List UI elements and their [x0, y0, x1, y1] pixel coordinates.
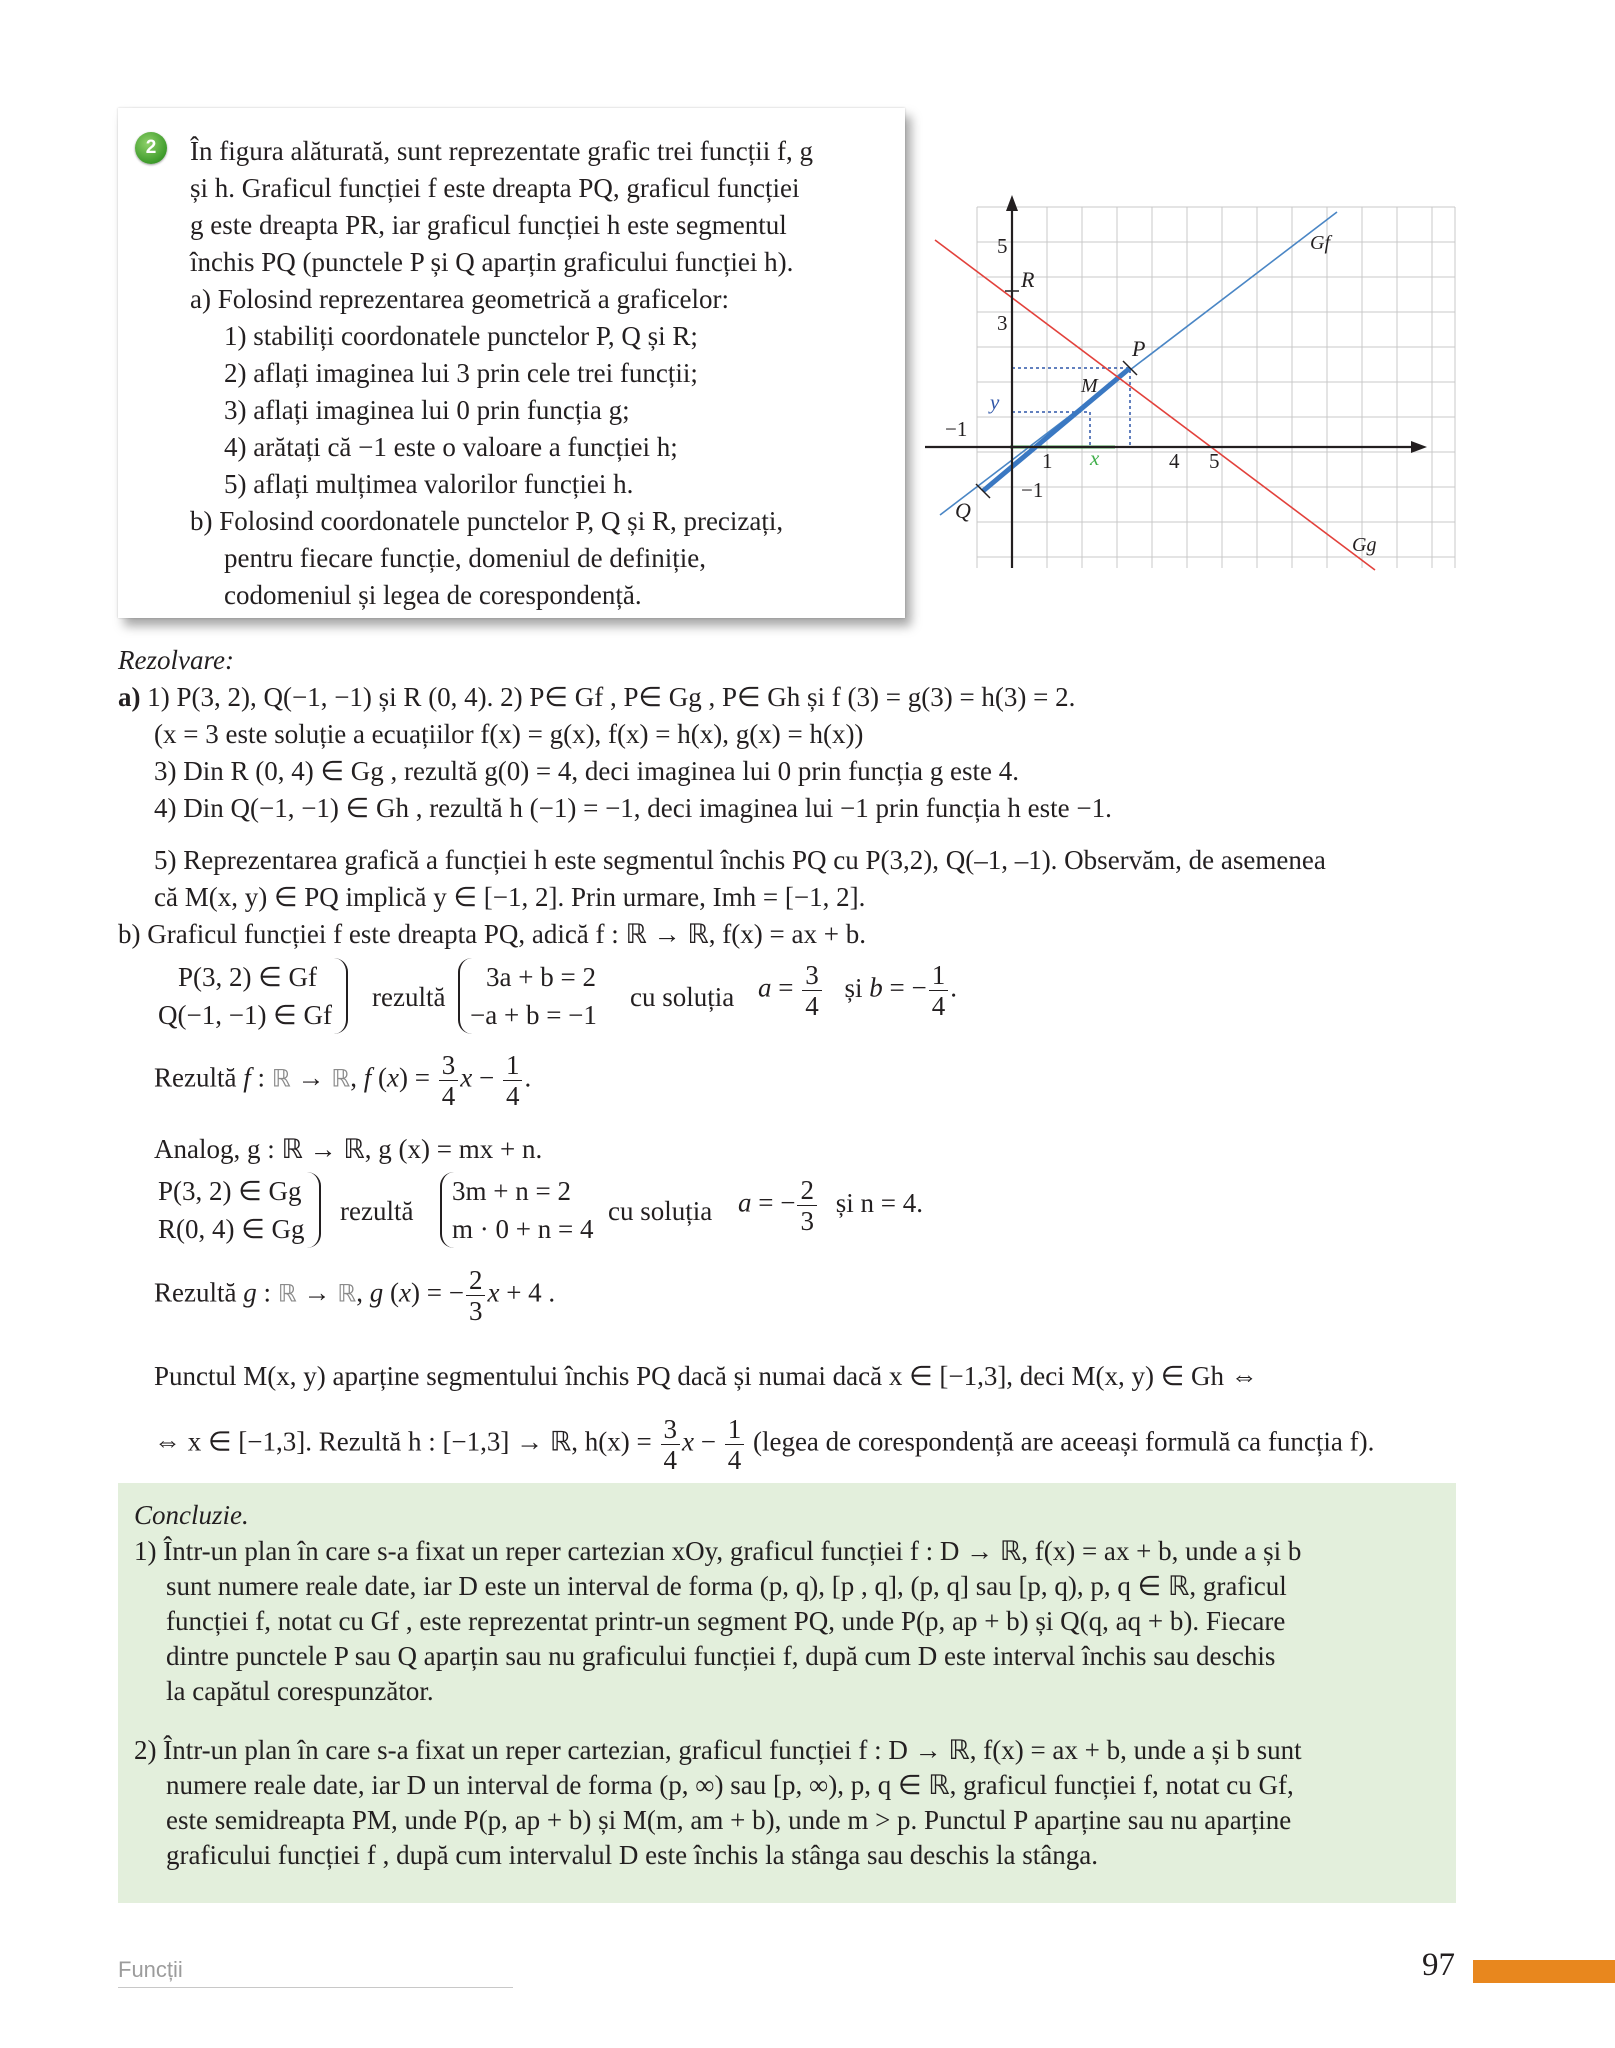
system1-eq-row: −a + b = −1	[470, 1000, 597, 1030]
function-graph	[925, 195, 1465, 580]
y-axis-arrow-icon	[1006, 195, 1018, 211]
solution-a1-text: 1) P(3, 2), Q(−1, −1) și R (0, 4). 2) P∈ Gf , P∈ Gg , P∈ Gh și f (3) = g(3) = h(3) = 2.	[147, 682, 1076, 712]
solution-line: 5) Reprezentarea grafică a funcției h este segmentul închis PQ cu P(3,2), Q(–1, –1). Observăm, de asemenea	[154, 845, 1326, 875]
system1-rezulta: rezultă	[372, 982, 446, 1012]
chapter-label: Funcții	[118, 1957, 183, 1982]
solution-line-a1: a) 1) P(3, 2), Q(−1, −1) și R (0, 4). 2) P∈ Gf , P∈ Gg , P∈ Gh și f (3) = g(3) = h(3) = 2.	[118, 682, 1076, 712]
problem-line: a) Folosind reprezentarea geometrică a graficelor:	[190, 284, 729, 314]
system2-equations	[440, 1172, 599, 1248]
conclusion-p2-line: graficului funcției f , după cum intervalul D este închis la stânga sau deschis la stânga.	[166, 1840, 1098, 1870]
y-tick-label: 3	[997, 311, 1008, 335]
page-accent-bar	[1473, 1960, 1615, 1983]
system1-left-row: Q(−1, −1) ∈ Gf	[158, 1000, 332, 1030]
result-g: Rezultă g : ℝ → ℝ, g (x) = − $\frac{2}{3}$ x + 4 .	[154, 1265, 556, 1326]
conclusion-p1-line: funcției f, notat cu Gf , este reprezentat printr-un segment PQ, unde P(p, ap + b) și Q(q, aq + b). Fiecare	[166, 1606, 1286, 1636]
result-h-start: ⇔ x ∈ [−1,3]. Rezultă h : [−1,3] → ℝ, h(x) =	[154, 1426, 652, 1457]
system1-left	[158, 958, 348, 1034]
conclusion-p1-line: 1) Într-un plan în care s-a fixat un reper cartezian xOy, graficul funcției f : D → ℝ, f(x) = ax + b, unde a și b	[134, 1536, 1302, 1566]
x-tick-label: −1	[945, 417, 968, 441]
system1-equations	[458, 958, 603, 1034]
x-tick-label: 4	[1169, 449, 1180, 473]
system1-solution-label: cu soluția	[630, 982, 735, 1012]
problem-line: 2) aflați imaginea lui 3 prin cele trei funcții;	[224, 358, 698, 388]
conclusion-p1-line: sunt numere reale date, iar D este un interval de forma (p, q), [p , q], (p, q] sau [p, q), p, q ∈ ℝ, graficul	[166, 1571, 1287, 1601]
system2-left	[158, 1172, 321, 1248]
y-tick-label: −1	[1021, 478, 1044, 502]
x-tick-label: 1	[1042, 449, 1053, 473]
problem-line: În figura alăturată, sunt reprezentate grafic trei funcții f, g	[190, 136, 813, 166]
problem-line: 3) aflați imaginea lui 0 prin funcția g;	[224, 395, 630, 425]
system1-eq-row: 3a + b = 2	[486, 962, 596, 992]
x-axis-arrow-icon	[1411, 441, 1427, 453]
solution-line: că M(x, y) ∈ PQ implică y ∈ [−1, 2]. Prin urmare, Imh = [−1, 2].	[154, 882, 866, 912]
system1-left-row: P(3, 2) ∈ Gf	[178, 962, 318, 992]
solution-heading: Rezolvare:	[118, 645, 234, 675]
line-g-label: Gg	[1352, 534, 1377, 556]
solution-line: Punctul M(x, y) aparține segmentului închis PQ dacă și numai dacă x ∈ [−1,3], deci M(x, y) ∈ Gh ⇔	[154, 1361, 1258, 1391]
problem-line: și h. Graficul funcției f este dreapta PQ, graficul funcției	[190, 173, 800, 203]
system2-eq-row: 3m + n = 2	[452, 1176, 571, 1206]
problem-line: 4) arătați că −1 este o valoare a funcției h;	[224, 432, 678, 462]
x-tick-label: 5	[1209, 449, 1220, 473]
point-label-r: R	[1021, 267, 1035, 292]
conclusion-p2-line: 2) Într-un plan în care s-a fixat un reper cartezian, graficul funcției f : D → ℝ, f(x) = ax + b, unde a și b sunt	[134, 1735, 1302, 1765]
system2-solution-label: cu soluția	[608, 1196, 713, 1226]
solution-line: 4) Din Q(−1, −1) ∈ Gh , rezultă h (−1) = −1, deci imaginea lui −1 prin funcția h este −1.	[154, 793, 1112, 823]
result-h-end: (legea de corespondență are aceeași formulă ca funcția f).	[752, 1426, 1375, 1457]
problem-line: 5) aflați mulțimea valorilor funcției h.	[224, 469, 634, 499]
footer-divider	[118, 1987, 513, 1988]
problem-line: b) Folosind coordonatele punctelor P, Q și R, precizați,	[190, 506, 784, 536]
point-label-m: M	[1081, 375, 1098, 397]
conclusion-heading: Concluzie.	[134, 1500, 249, 1530]
segment-h	[983, 368, 1130, 491]
conclusion-p2-line: numere reale date, iar D un interval de forma (p, ∞) sau [p, ∞), p, q ∈ ℝ, graficul funcției f, notat cu Gf,	[166, 1770, 1294, 1800]
conclusion-p1-line: dintre punctele P sau Q aparțin sau nu graficului funcției f, după cum D este interval închis sau deschis	[166, 1641, 1276, 1671]
system2-tail: și n = 4.	[835, 1187, 923, 1218]
conclusion-p1-line: la capătul corespunzător.	[166, 1676, 434, 1706]
grid	[977, 207, 1455, 568]
problem-line: pentru fiecare funcție, domeniul de definiție,	[224, 543, 707, 573]
y-tick-label: 5	[997, 234, 1008, 258]
system2-left-row: P(3, 2) ∈ Gg	[158, 1176, 302, 1206]
problem-line: 1) stabiliți coordonatele punctelor P, Q și R;	[224, 321, 698, 351]
problem-line: codomeniul și legea de corespondență.	[224, 580, 642, 610]
system1-solution-values: a = $\frac{3}{4}$ și b = − $\frac{1}{4}$ .	[758, 960, 957, 1021]
result-h: ⇔ x ∈ [−1,3]. Rezultă h : [−1,3] → ℝ, h(x) = $\frac{3}{4}$ x − $\frac{1}{4}$ (legea de corespondență are aceeași formulă ca funcția f).	[154, 1414, 1375, 1475]
solution-line: (x = 3 este soluție a ecuațiilor f(x) = g(x), f(x) = h(x), g(x) = h(x))	[154, 719, 864, 749]
solution-line: 3) Din R (0, 4) ∈ Gg , rezultă g(0) = 4, deci imaginea lui 0 prin funcția g este 4.	[154, 756, 1020, 786]
point-label-q: Q	[955, 498, 971, 523]
system2-left-row: R(0, 4) ∈ Gg	[158, 1214, 305, 1244]
system2-eq-row: m · 0 + n = 4	[452, 1214, 594, 1244]
problem-line: g este dreapta PR, iar graficul funcției h este segmentul	[190, 210, 787, 240]
analog-line: Analog, g : ℝ → ℝ, g (x) = mx + n.	[154, 1134, 543, 1164]
page-number: 97	[1422, 1947, 1455, 1983]
problem-line: închis PQ (punctele P și Q aparțin graficului funcției h).	[190, 247, 794, 277]
problem-number-badge: 2	[135, 132, 167, 164]
conclusion-p2-line: este semidreapta PM, unde P(p, ap + b) și M(m, am + b), unde m > p. Punctul P aparține sau nu aparține	[166, 1805, 1292, 1835]
y-variable-label: y	[990, 390, 1000, 414]
result-f: Rezultă f : ℝ → ℝ, f (x) = $\frac{3}{4}$ x − $\frac{1}{4}$ .	[154, 1050, 532, 1111]
point-label-p: P	[1132, 336, 1146, 361]
system2-rezulta: rezultă	[340, 1196, 414, 1226]
line-g	[935, 240, 1375, 570]
x-variable-label: x	[1090, 446, 1100, 470]
solution-line: b) Graficul funcției f este dreapta PQ, adică f : ℝ → ℝ, f(x) = ax + b.	[118, 919, 866, 949]
line-f-label: Gf	[1310, 232, 1330, 254]
system2-solution-values: a = − $\frac{2}{3}$ și n = 4.	[738, 1175, 923, 1236]
